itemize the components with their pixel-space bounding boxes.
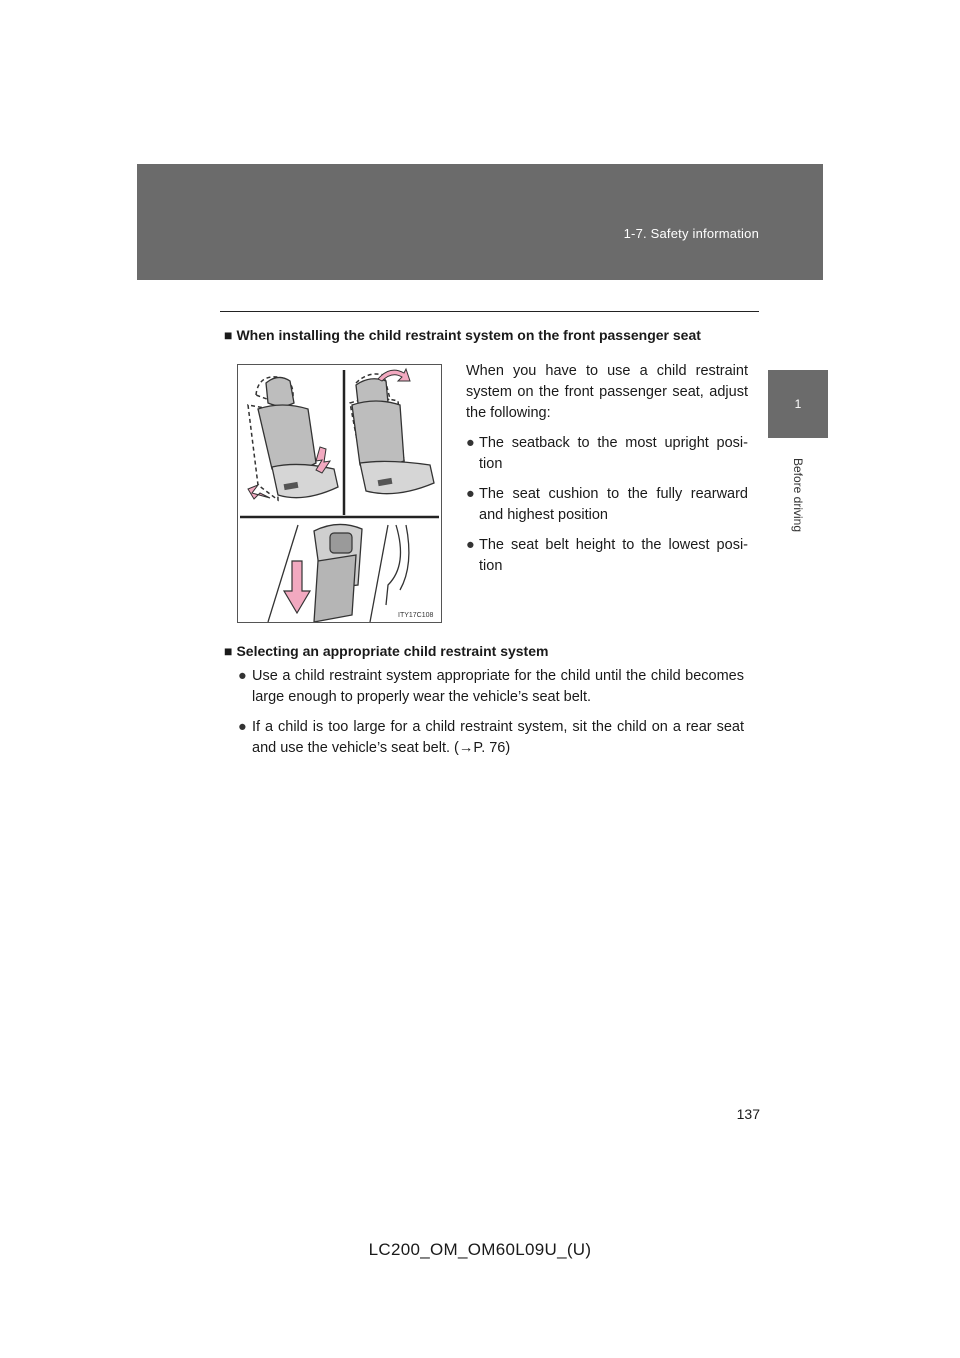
list-item: ● Use a child restraint system appropriate for the child until the child becomes large enough to properly wear the vehicle’s seat belt. (238, 666, 744, 708)
list-item: ● The seat belt height to the lowest posi-tion (466, 535, 748, 577)
section2-list (238, 666, 744, 768)
chapter-label (778, 440, 818, 550)
section2-heading (224, 643, 548, 659)
chapter-tab (768, 370, 828, 438)
header-band (137, 164, 823, 280)
section-divider (220, 311, 759, 312)
list-item: ● The seat cushion to the fully rearward and highest position (466, 484, 748, 526)
page-number: 137 (736, 1106, 760, 1122)
section1-heading-text: When installing the child restraint system on the front passenger seat (236, 327, 701, 343)
section1-intro: When you have to use a child restraint system on the front passenger seat, adjust the following: (466, 363, 748, 421)
arrow-icon-tilt-forward (378, 369, 410, 381)
arrow-icon-down (284, 561, 310, 613)
section1-heading (224, 327, 701, 343)
figure-code: ITY17C108 (398, 612, 434, 619)
bullet-icon: ● (238, 719, 247, 735)
section1-body (466, 361, 748, 586)
seat-icon-right (350, 374, 434, 494)
bullet-icon: ● (466, 435, 475, 451)
chapter-title: Before driving (791, 457, 805, 533)
chapter-number: 1 (794, 397, 802, 411)
bullet-icon: ● (466, 486, 475, 502)
list-item: ● If a child is too large for a child restraint system, sit the child on a rear seat and use the vehicle’s seat belt. (→P. 76) (238, 717, 744, 759)
heading-marker: ■ (224, 643, 233, 659)
document-code-footer: LC200_OM_OM60L09U_(U) (368, 1240, 592, 1259)
section-title: 1-7. Safety information (623, 226, 759, 241)
bullet-icon: ● (466, 537, 475, 553)
bullet-icon: ● (238, 668, 247, 684)
belt-anchor-illustration (268, 524, 409, 622)
heading-marker: ■ (224, 327, 233, 343)
list-item: ● The seatback to the most upright posi-tion (466, 433, 748, 475)
seat-adjustment-illustration (237, 364, 442, 623)
seat-icon-left (248, 377, 338, 500)
section2-heading-text: Selecting an appropriate child restraint system (236, 643, 549, 659)
